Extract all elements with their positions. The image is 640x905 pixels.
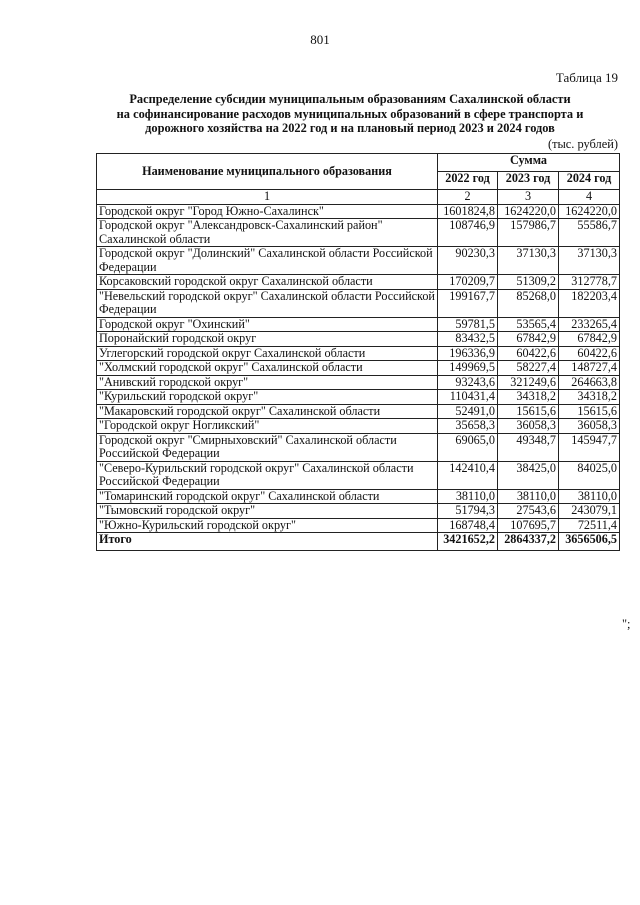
amount-2024: 55586,7 — [559, 219, 620, 247]
table-row — [97, 361, 620, 376]
amount-2024: 60422,6 — [559, 346, 620, 361]
header-year-2022: 2022 год — [438, 172, 498, 190]
amount-2022: 83432,5 — [438, 332, 498, 347]
table-row — [97, 375, 620, 390]
amount-2024: 15615,6 — [559, 404, 620, 419]
amount-2022: 149969,5 — [438, 361, 498, 376]
amount-2023: 1624220,0 — [498, 204, 559, 219]
municipality-name: "Томаринский городской округ" Сахалинской области — [97, 489, 438, 504]
amount-2022: 1601824,8 — [438, 204, 498, 219]
municipality-name: "Невельский городской округ" Сахалинской области Российской Федерации — [97, 289, 438, 317]
amount-2023: 321249,6 — [498, 375, 559, 390]
amount-2022: 110431,4 — [438, 390, 498, 405]
amount-2023: 58227,4 — [498, 361, 559, 376]
amount-2023: 85268,0 — [498, 289, 559, 317]
table-row — [97, 275, 620, 290]
column-index-4: 4 — [559, 190, 620, 205]
amount-2022: 38110,0 — [438, 489, 498, 504]
amount-2024: 38110,0 — [559, 489, 620, 504]
amount-2022: 35658,3 — [438, 419, 498, 434]
closing-quote-mark: "; — [622, 617, 631, 631]
header-year-2024: 2024 год — [559, 172, 620, 190]
table-row — [97, 404, 620, 419]
municipality-name: Поронайский городской округ — [97, 332, 438, 347]
amount-2022: 69065,0 — [438, 433, 498, 461]
amount-2024: 145947,7 — [559, 433, 620, 461]
table-row — [97, 433, 620, 461]
amount-2022: 168748,4 — [438, 518, 498, 533]
amount-2023: 37130,3 — [498, 247, 559, 275]
amount-2023: 34318,2 — [498, 390, 559, 405]
municipality-name: "Тымовский городской округ" — [97, 504, 438, 519]
table-row — [97, 219, 620, 247]
amount-2023: 157986,7 — [498, 219, 559, 247]
table-row — [97, 461, 620, 489]
municipality-name: "Анивский городской округ" — [97, 375, 438, 390]
municipality-name: Корсаковский городской округ Сахалинской области — [97, 275, 438, 290]
page-number: 801 — [310, 32, 330, 47]
amount-2023: 27543,6 — [498, 504, 559, 519]
municipality-name: Городской округ "Долинский" Сахалинской области Российской Федерации — [97, 247, 438, 275]
table-body — [97, 204, 620, 533]
header-year-2023: 2023 год — [498, 172, 559, 190]
amount-2023: 67842,9 — [498, 332, 559, 347]
amount-2023: 49348,7 — [498, 433, 559, 461]
subsidy-table — [96, 153, 620, 551]
municipality-name: Углегорский городской округ Сахалинской области — [97, 346, 438, 361]
amount-2022: 93243,6 — [438, 375, 498, 390]
table-row — [97, 419, 620, 434]
table-row — [97, 204, 620, 219]
amount-2023: 51309,2 — [498, 275, 559, 290]
municipality-name: "Городской округ Ногликский" — [97, 419, 438, 434]
table-row — [97, 346, 620, 361]
total-row — [97, 533, 620, 551]
amount-2024: 67842,9 — [559, 332, 620, 347]
total-2024: 3656506,5 — [559, 533, 620, 551]
column-index-2: 2 — [438, 190, 498, 205]
total-label: Итого — [97, 533, 438, 551]
amount-2023: 38425,0 — [498, 461, 559, 489]
column-index-3: 3 — [498, 190, 559, 205]
amount-2024: 84025,0 — [559, 461, 620, 489]
table-row — [97, 390, 620, 405]
municipality-name: Городской округ "Охинский" — [97, 317, 438, 332]
title-line-1: Распределение субсидии муниципальным образованиям Сахалинской области — [129, 92, 571, 106]
total-2023: 2864337,2 — [498, 533, 559, 551]
document-title — [90, 92, 610, 136]
amount-2023: 53565,4 — [498, 317, 559, 332]
amount-2024: 148727,4 — [559, 361, 620, 376]
title-line-3: дорожного хозяйства на 2022 год и на плановый период 2023 и 2024 годов — [145, 121, 555, 135]
table-row — [97, 518, 620, 533]
amount-2023: 36058,3 — [498, 419, 559, 434]
amount-2024: 1624220,0 — [559, 204, 620, 219]
amount-2024: 37130,3 — [559, 247, 620, 275]
municipality-name: "Северо-Курильский городской округ" Сахалинской области Российской Федерации — [97, 461, 438, 489]
amount-2022: 52491,0 — [438, 404, 498, 419]
table-row — [97, 489, 620, 504]
amount-2022: 90230,3 — [438, 247, 498, 275]
municipality-name: "Макаровский городской округ" Сахалинской области — [97, 404, 438, 419]
amount-2023: 60422,6 — [498, 346, 559, 361]
amount-2024: 34318,2 — [559, 390, 620, 405]
header-municipality: Наименование муниципального образования — [97, 154, 438, 190]
municipality-name: Городской округ "Город Южно-Сахалинск" — [97, 204, 438, 219]
amount-2024: 233265,4 — [559, 317, 620, 332]
table-row — [97, 504, 620, 519]
amount-2023: 107695,7 — [498, 518, 559, 533]
amount-2024: 72511,4 — [559, 518, 620, 533]
table-row — [97, 247, 620, 275]
amount-2024: 243079,1 — [559, 504, 620, 519]
units-note: (тыс. рублей) — [547, 137, 618, 151]
column-index-1: 1 — [97, 190, 438, 205]
amount-2022: 199167,7 — [438, 289, 498, 317]
amount-2024: 36058,3 — [559, 419, 620, 434]
title-line-2: на софинансирование расходов муниципальных образований в сфере транспорта и — [116, 106, 584, 121]
amount-2022: 142410,4 — [438, 461, 498, 489]
municipality-name: "Курильский городской округ" — [97, 390, 438, 405]
amount-2022: 196336,9 — [438, 346, 498, 361]
municipality-name: Городской округ "Смирныховский" Сахалинской области Российской Федерации — [97, 433, 438, 461]
municipality-name: "Холмский городской округ" Сахалинской области — [97, 361, 438, 376]
header-sum: Сумма — [438, 154, 620, 172]
amount-2022: 59781,5 — [438, 317, 498, 332]
table-caption: Таблица 19 — [555, 70, 618, 85]
amount-2023: 15615,6 — [498, 404, 559, 419]
amount-2023: 38110,0 — [498, 489, 559, 504]
municipality-name: Городской округ "Александровск-Сахалинский район" Сахалинской области — [97, 219, 438, 247]
amount-2022: 51794,3 — [438, 504, 498, 519]
amount-2024: 264663,8 — [559, 375, 620, 390]
amount-2024: 182203,4 — [559, 289, 620, 317]
amount-2022: 170209,7 — [438, 275, 498, 290]
table-row — [97, 332, 620, 347]
total-2022: 3421652,2 — [438, 533, 498, 551]
table-row — [97, 289, 620, 317]
municipality-name: "Южно-Курильский городской округ" — [97, 518, 438, 533]
amount-2022: 108746,9 — [438, 219, 498, 247]
table-row — [97, 317, 620, 332]
amount-2024: 312778,7 — [559, 275, 620, 290]
